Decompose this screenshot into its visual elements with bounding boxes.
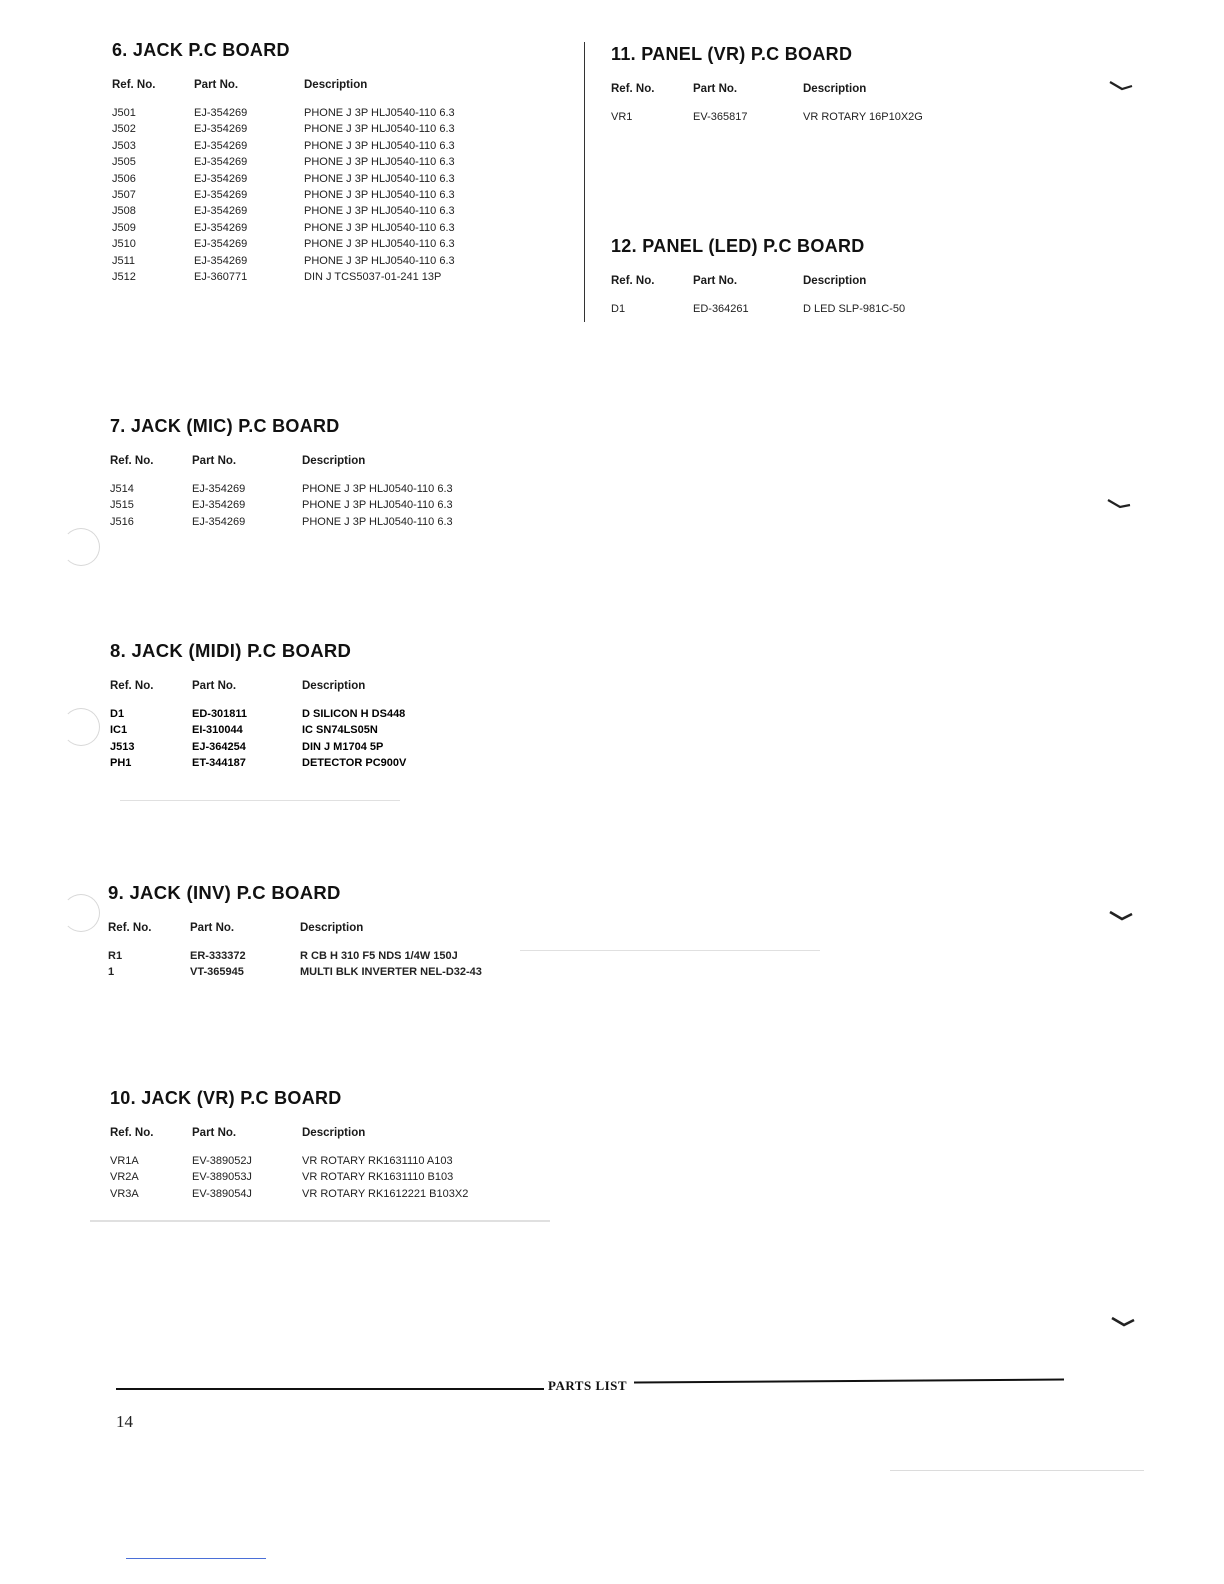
- description-cell: VR ROTARY 16P10X2G: [803, 111, 923, 123]
- description-cell: DIN J TCS5037-01-241 13P: [304, 271, 442, 284]
- part-no-cell: EJ-360771: [194, 271, 248, 284]
- description-cell: PHONE J 3P HLJ0540-110 6.3: [304, 107, 455, 119]
- section-title: 11. PANEL (VR) P.C BOARD: [611, 44, 853, 64]
- description-cell: DIN J M1704 5P: [302, 740, 384, 753]
- part-no-cell: EJ-354269: [194, 156, 248, 169]
- table-body: [112, 105, 455, 285]
- margin-tick-icon: [1110, 1316, 1136, 1328]
- table-row: [110, 1186, 468, 1202]
- part-no-cell: EJ-354269: [194, 221, 248, 234]
- ref-no-header: Ref. No.: [110, 1127, 154, 1139]
- ref-no-header: Ref. No.: [110, 455, 154, 467]
- table-row: [112, 154, 455, 170]
- description-cell: PHONE J 3P HLJ0540-110 6.3: [304, 221, 455, 234]
- table-body: [108, 948, 482, 981]
- ref-no-header: Ref. No.: [611, 83, 655, 95]
- table-row: [112, 253, 455, 269]
- part-no-cell: EJ-354269: [194, 205, 248, 218]
- table-row: [112, 171, 455, 187]
- section-jack-midi: [110, 640, 406, 772]
- parts-table: [611, 275, 905, 317]
- ref-no-cell: 1: [108, 966, 115, 979]
- description-cell: D LED SLP-981C-50: [803, 303, 906, 315]
- table-header: [112, 79, 455, 91]
- part-no-cell: EJ-354269: [192, 515, 246, 528]
- table-row: [112, 138, 455, 154]
- table-body: [110, 706, 406, 772]
- ref-no-cell: VR1: [611, 111, 633, 123]
- table-row: [611, 109, 923, 125]
- ref-no-cell: J505: [112, 156, 136, 169]
- part-no-cell: EJ-354269: [194, 107, 248, 119]
- ref-no-cell: J503: [112, 139, 136, 152]
- description-header: Description: [302, 455, 366, 467]
- ref-no-header: Ref. No.: [108, 922, 152, 934]
- ref-no-cell: IC1: [110, 724, 128, 737]
- description-header: Description: [304, 79, 368, 91]
- binder-hole: [62, 894, 100, 932]
- section-title: 9. JACK (INV) P.C BOARD: [108, 882, 341, 903]
- table-header: [611, 275, 905, 287]
- margin-tick-icon: [1108, 910, 1134, 922]
- table-row: [108, 964, 482, 980]
- part-no-header: Part No.: [194, 79, 239, 91]
- table-header: [110, 1127, 468, 1139]
- part-no-cell: EJ-354269: [192, 499, 246, 512]
- part-no-cell: EI-310044: [192, 724, 243, 737]
- table-header: [110, 680, 406, 692]
- part-no-cell: EJ-364254: [192, 740, 246, 753]
- description-cell: PHONE J 3P HLJ0540-110 6.3: [304, 139, 455, 152]
- ref-no-cell: J511: [112, 254, 136, 267]
- section-title: 8. JACK (MIDI) P.C BOARD: [110, 640, 352, 661]
- table-row: [112, 105, 455, 121]
- part-no-cell: EV-389052J: [192, 1155, 252, 1167]
- parts-table: [108, 922, 482, 981]
- description-cell: MULTI BLK INVERTER NEL-D32-43: [300, 966, 482, 979]
- table-row: [110, 739, 406, 755]
- part-no-header: Part No.: [693, 275, 738, 287]
- ref-no-cell: R1: [108, 950, 123, 962]
- scan-smudge: [90, 1220, 550, 1222]
- table-row: [108, 948, 482, 964]
- section-title: 12. PANEL (LED) P.C BOARD: [611, 236, 865, 256]
- ref-no-cell: J513: [110, 740, 135, 753]
- table-body: [110, 1153, 468, 1202]
- table-header: [611, 83, 923, 95]
- table-row: [112, 236, 455, 252]
- part-no-cell: ER-333372: [190, 950, 246, 962]
- ref-no-cell: J515: [110, 499, 134, 512]
- table-row: [110, 1153, 468, 1169]
- description-cell: PHONE J 3P HLJ0540-110 6.3: [304, 254, 455, 267]
- ref-no-cell: VR2A: [110, 1171, 139, 1184]
- part-no-header: Part No.: [192, 680, 237, 692]
- margin-tick-icon: [1106, 498, 1132, 510]
- page-number: 14: [116, 1412, 133, 1431]
- ref-no-cell: J501: [112, 107, 136, 119]
- parts-table: [112, 79, 455, 285]
- scan-line: [890, 1470, 1144, 1471]
- table-header: [110, 455, 453, 467]
- part-no-header: Part No.: [192, 1127, 237, 1139]
- ref-no-cell: J509: [112, 221, 136, 234]
- table-row: [112, 121, 455, 137]
- section-jack: [112, 40, 455, 285]
- section-panel-vr: [611, 44, 923, 125]
- description-cell: VR ROTARY RK1631110 A103: [302, 1155, 453, 1167]
- part-no-cell: EJ-354269: [194, 189, 248, 202]
- description-header: Description: [300, 922, 364, 934]
- ref-no-cell: VR1A: [110, 1155, 139, 1167]
- table-row: [112, 269, 455, 285]
- part-no-header: Part No.: [190, 922, 235, 934]
- table-body: [110, 481, 453, 530]
- footer-rule-right: [634, 1378, 1064, 1383]
- margin-tick-icon: [1108, 80, 1134, 92]
- part-no-header: Part No.: [192, 455, 237, 467]
- description-cell: PHONE J 3P HLJ0540-110 6.3: [304, 205, 455, 218]
- ref-no-cell: D1: [110, 708, 125, 720]
- description-cell: VR ROTARY RK1631110 B103: [302, 1171, 454, 1184]
- table-row: [110, 706, 406, 722]
- table-row: [112, 203, 455, 219]
- ref-no-cell: D1: [611, 303, 626, 315]
- part-no-cell: EJ-354269: [194, 172, 248, 185]
- part-no-cell: ED-364261: [693, 303, 749, 315]
- part-no-cell: EJ-354269: [194, 123, 248, 136]
- table-row: [110, 722, 406, 738]
- description-cell: PHONE J 3P HLJ0540-110 6.3: [302, 499, 453, 512]
- section-jack-inv: [108, 882, 482, 981]
- description-cell: PHONE J 3P HLJ0540-110 6.3: [302, 515, 453, 528]
- binder-hole: [62, 708, 100, 746]
- ref-no-header: Ref. No.: [110, 680, 154, 692]
- footer-rule-left: [116, 1388, 544, 1390]
- part-no-cell: EJ-354269: [194, 139, 248, 152]
- ref-no-cell: J510: [112, 238, 136, 251]
- description-cell: PHONE J 3P HLJ0540-110 6.3: [304, 172, 455, 185]
- ref-no-cell: VR3A: [110, 1187, 139, 1200]
- section-panel-led: [611, 236, 905, 317]
- table-row: [611, 301, 905, 317]
- ref-no-cell: J514: [110, 483, 134, 495]
- section-title: 7. JACK (MIC) P.C BOARD: [110, 416, 340, 436]
- table-row: [112, 220, 455, 236]
- description-cell: PHONE J 3P HLJ0540-110 6.3: [304, 123, 455, 136]
- ref-no-cell: J502: [112, 123, 136, 136]
- scan-smudge: [120, 800, 400, 801]
- part-no-cell: EV-389054J: [192, 1187, 252, 1200]
- description-cell: R CB H 310 F5 NDS 1/4W 150J: [300, 950, 458, 962]
- parts-table: [611, 83, 923, 125]
- description-cell: DETECTOR PC900V: [302, 757, 407, 770]
- column-divider: [584, 42, 585, 322]
- part-no-cell: VT-365945: [190, 966, 244, 979]
- ref-no-cell: J508: [112, 205, 136, 218]
- parts-table: [110, 680, 406, 772]
- description-cell: PHONE J 3P HLJ0540-110 6.3: [304, 189, 455, 202]
- part-no-cell: EV-389053J: [192, 1171, 252, 1184]
- ref-no-cell: J507: [112, 189, 136, 202]
- ref-no-cell: J506: [112, 172, 136, 185]
- table-row: [110, 1169, 468, 1185]
- parts-table: [110, 1127, 468, 1202]
- part-no-cell: EJ-354269: [194, 238, 248, 251]
- part-no-cell: EV-365817: [693, 111, 748, 123]
- description-header: Description: [302, 1127, 366, 1139]
- description-header: Description: [302, 680, 366, 692]
- table-header: [108, 922, 482, 934]
- ref-no-cell: J516: [110, 515, 134, 528]
- part-no-cell: ET-344187: [192, 757, 246, 770]
- description-cell: D SILICON H DS448: [302, 708, 406, 720]
- footer-title: PARTS LIST: [548, 1378, 628, 1393]
- ref-no-cell: PH1: [110, 757, 132, 770]
- table-body: [611, 301, 905, 317]
- section-title: 10. JACK (VR) P.C BOARD: [110, 1088, 342, 1108]
- table-row: [110, 514, 453, 530]
- section-jack-vr: [110, 1088, 468, 1202]
- description-header: Description: [803, 83, 867, 95]
- description-cell: PHONE J 3P HLJ0540-110 6.3: [304, 238, 455, 251]
- scan-line-blue: [126, 1558, 266, 1559]
- description-cell: PHONE J 3P HLJ0540-110 6.3: [304, 156, 455, 169]
- table-row: [112, 187, 455, 203]
- table-body: [611, 109, 923, 125]
- description-cell: IC SN74LS05N: [302, 724, 378, 737]
- section-title: 6. JACK P.C BOARD: [112, 40, 290, 60]
- description-cell: VR ROTARY RK1612221 B103X2: [302, 1187, 469, 1200]
- table-row: [110, 497, 453, 513]
- binder-hole: [62, 528, 100, 566]
- description-header: Description: [803, 275, 867, 287]
- part-no-cell: EJ-354269: [194, 254, 248, 267]
- table-row: [110, 481, 453, 497]
- ref-no-cell: J512: [112, 271, 136, 284]
- part-no-header: Part No.: [693, 83, 738, 95]
- section-jack-mic: [110, 416, 453, 530]
- ref-no-header: Ref. No.: [112, 79, 156, 91]
- description-cell: PHONE J 3P HLJ0540-110 6.3: [302, 483, 453, 495]
- ref-no-header: Ref. No.: [611, 275, 655, 287]
- part-no-cell: EJ-354269: [192, 483, 246, 495]
- part-no-cell: ED-301811: [192, 708, 248, 720]
- scan-smudge: [520, 950, 820, 951]
- table-row: [110, 755, 406, 771]
- parts-table: [110, 455, 453, 530]
